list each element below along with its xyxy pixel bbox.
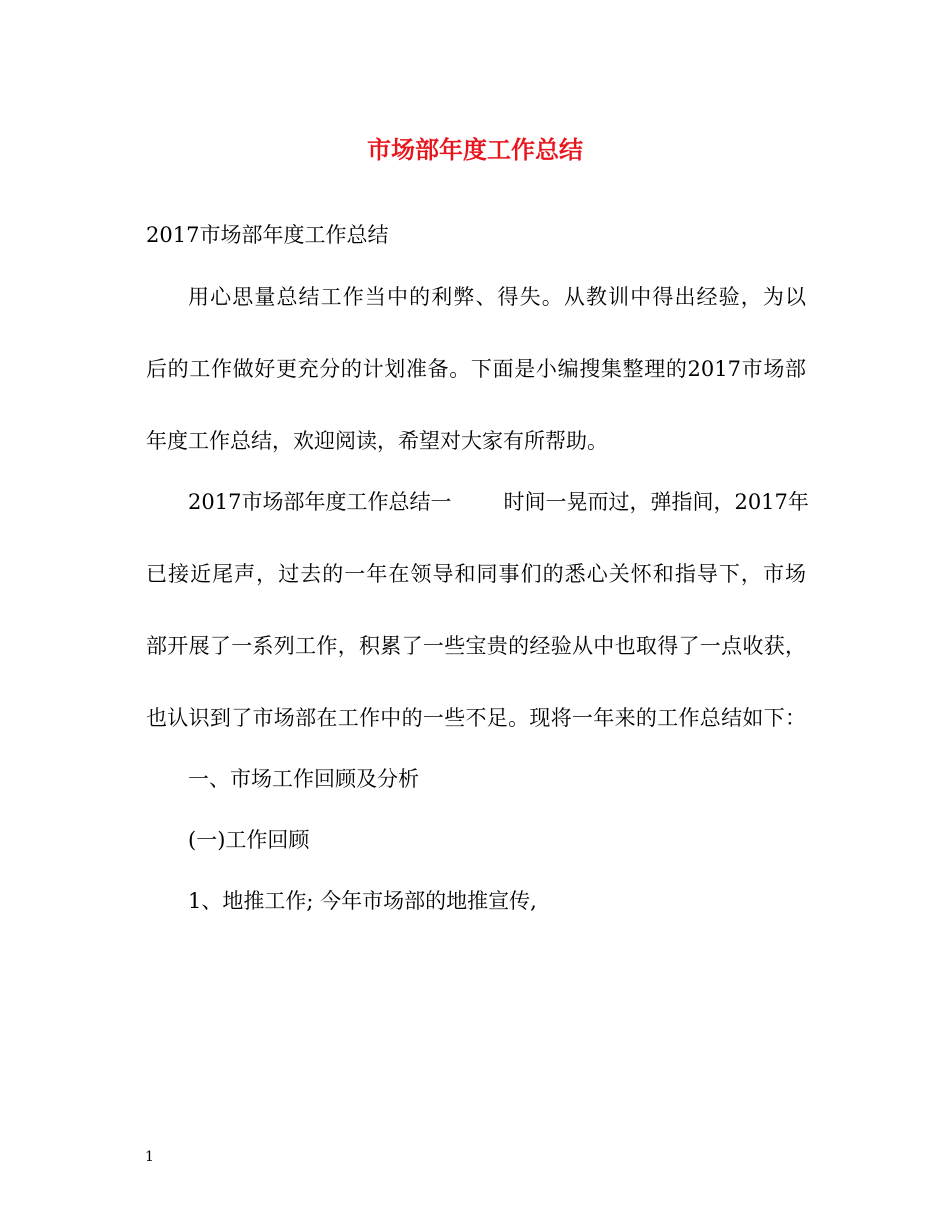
section-heading: 2017市场部年度工作总结一 — [188, 490, 452, 514]
section-line-1 — [188, 487, 809, 517]
list-item-1: 1、地推工作; 今年市场部的地推宣传, — [188, 889, 537, 913]
heading-level-2: (一)工作回顾 — [188, 828, 310, 852]
heading-level-1: 一、市场工作回顾及分析 — [188, 767, 419, 791]
body-line-2: 部开展了一系列工作，积累了一些宝贵的经验从中也取得了一点收获， — [146, 634, 806, 658]
document-title: 市场部年度工作总结 — [367, 135, 583, 164]
intro-line-2: 后的工作做好更充分的计划准备。下面是小编搜集整理的2017市场部 — [146, 357, 806, 381]
page-number: 1 — [145, 1149, 154, 1165]
document-subtitle: 2017市场部年度工作总结 — [146, 223, 389, 247]
intro-line-3: 年度工作总结，欢迎阅读，希望对大家有所帮助。 — [146, 429, 608, 453]
body-line-3: 也认识到了市场部在工作中的一些不足。现将一年来的工作总结如下： — [146, 706, 806, 730]
body-line-1: 已接近尾声，过去的一年在领导和同事们的悉心关怀和指导下，市场 — [146, 562, 806, 586]
intro-line-1: 用心思量总结工作当中的利弊、得失。从教训中得出经验，为以 — [188, 285, 806, 309]
body-first-text: 时间一晃而过，弹指间，2017年 — [503, 490, 809, 514]
